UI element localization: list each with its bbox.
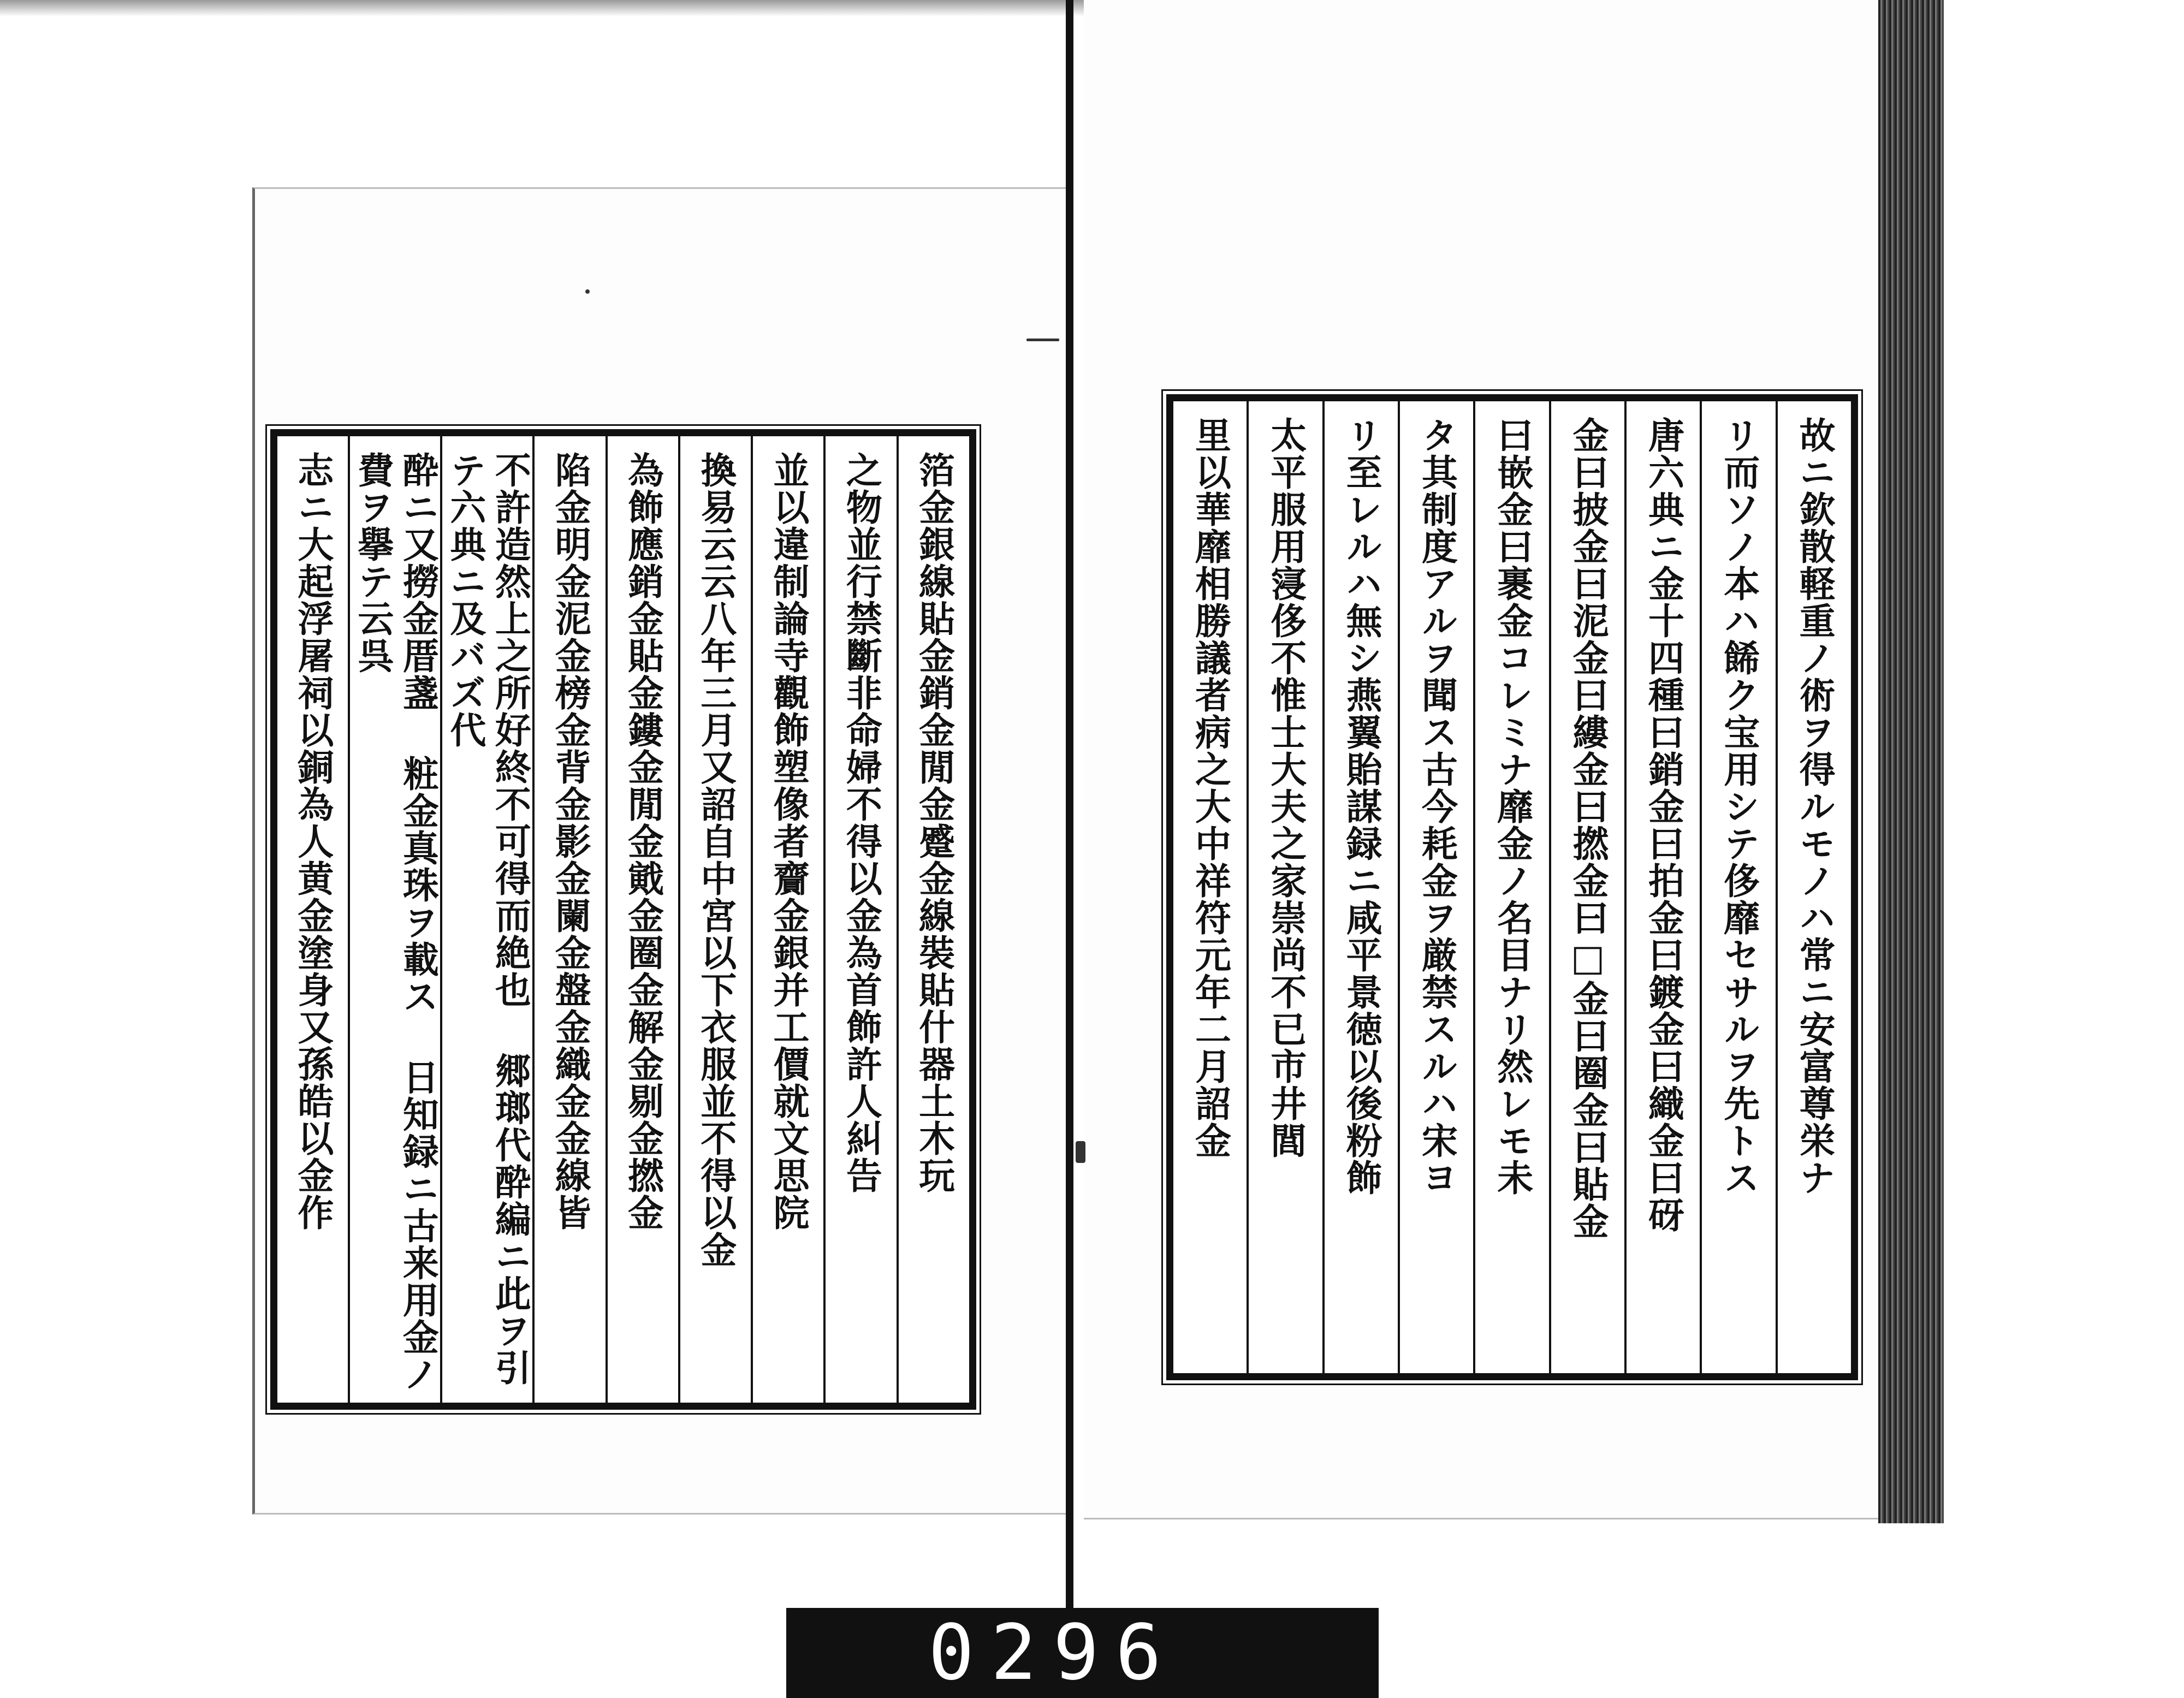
text-column: 箔金銀線貼金銷金閒金蹙金線裝貼什器土木玩 bbox=[897, 436, 969, 1403]
ink-speck bbox=[1026, 339, 1059, 341]
book-spine bbox=[1066, 0, 1073, 1622]
text-column: 曰嵌金曰裹金コレミナ靡金ノ名目ナリ然レモ未 bbox=[1473, 401, 1548, 1373]
text-column: 太平服用寖侈不惟士大夫之家崇尚不已市井閭 bbox=[1247, 401, 1322, 1373]
text-column: 志ニ大起浮屠祠以銅為人黄金塗身又孫皓以金作 bbox=[291, 452, 334, 1231]
text-column: 里以華靡相勝議者病之大中祥符元年二月詔金 bbox=[1189, 417, 1232, 1159]
text-column-annotated: 不許造然上之所好終不可得而絶也 郷瑯代酔編ニ此ヲ引テ六典ニ及バズ代 bbox=[440, 436, 532, 1403]
text-column: 陷金明金泥金榜金背金影金闌金盤金織金金線皆 bbox=[532, 436, 605, 1403]
ink-speck bbox=[585, 289, 590, 294]
text-column: 唐六典ニ金十四種曰銷金曰拍金曰鍍金曰織金曰砑 bbox=[1624, 401, 1700, 1373]
text-column-annotated: 酔ニ又撈金厝盞 粧金真珠ヲ載ス 日知録ニ古来用金ノ費ヲ擧テ云呉 bbox=[348, 436, 440, 1403]
right-text-frame bbox=[1166, 394, 1858, 1380]
text-column: 故ニ欽散軽重ノ術ヲ得ルモノハ常ニ安富尊栄ナ bbox=[1776, 401, 1851, 1373]
text-column: 之物並行禁斷非命婦不得以金為首飾許人糾告 bbox=[823, 436, 896, 1403]
frame-number: 0296 bbox=[928, 1608, 1178, 1697]
scan-margin bbox=[1944, 0, 2184, 1698]
text-column: 並以違制論寺觀飾塑像者齎金銀并工價就文思院 bbox=[751, 436, 823, 1403]
text-column: 為飾應銷金貼金鏤金閒金戭金圈金解金剔金撚金 bbox=[606, 436, 678, 1403]
text-column: タ其制度アルヲ聞ス古今耗金ヲ厳禁スルハ宋ヨ bbox=[1398, 401, 1473, 1373]
text-column: 金曰披金曰泥金曰縷金曰撚金曰□金曰圈金曰貼金 bbox=[1549, 401, 1624, 1373]
page-edges bbox=[1878, 0, 1944, 1523]
text-column: リ而ソノ本ハ餙ク宝用シテ侈靡セサルヲ先トス bbox=[1700, 401, 1775, 1373]
ink-speck bbox=[1076, 1141, 1085, 1163]
text-column: 換易云云八年三月又詔自中宮以下衣服並不得以金 bbox=[678, 436, 751, 1403]
text-column: リ至レルハ無シ燕翼貽謀録ニ咸平景徳以後粉飾 bbox=[1322, 401, 1398, 1373]
left-text-frame bbox=[270, 429, 976, 1410]
